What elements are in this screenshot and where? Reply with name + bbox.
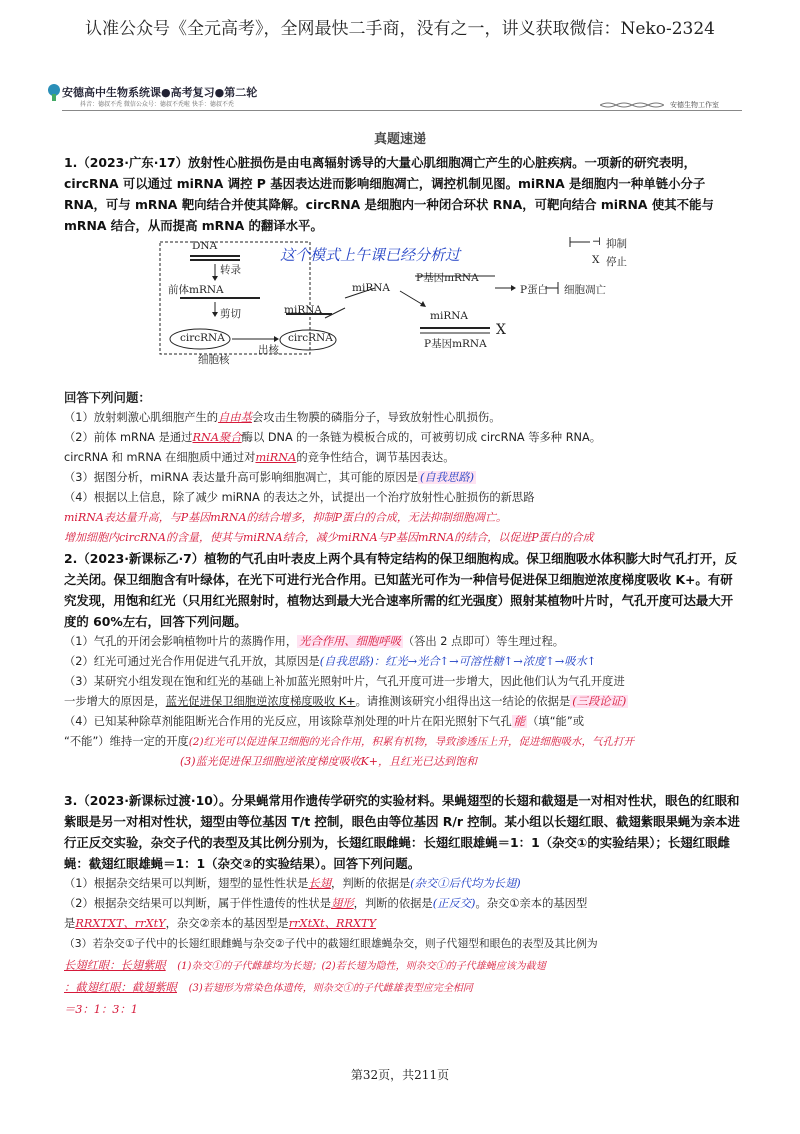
- q3-answer-row2: ：截翅红眼：截翅紫眼 (3)若翅形为常染色体遗传，则杂交①的子代雌雄表型应完全相同: [64, 981, 473, 994]
- section-title: 真题速递: [373, 132, 426, 147]
- q1-answer-4: 增加细胞内circRNA的含量，使其与miRNA结合，减少miRNA与P基因mRNA的结合，以促进P蛋白的合成: [64, 531, 594, 544]
- q2-stem: 2.（2023·新课标乙·7）植物的气孔由叶表皮上两个具有特定结构的保卫细胞构成。保卫细胞吸水体积膨大时气孔打开，反之关闭。保卫细胞含有叶绿体，在光下可进行光合作用。已知蓝光可作为一种信号促进保卫细胞逆浓度梯度吸收 K+。有研究发现，用饱和红光（只用红光照射时，植物达到最大光合速率所需的红光强度）照射某植物叶片时，气孔开度可达最大开度的 60%左右，回答下列问题。: [64, 551, 737, 629]
- q3-answer-ratio: ＝3：1：3：1: [64, 1003, 138, 1016]
- q2-part2: （2）红光可通过光合作用促进气孔开放，其原因是(自我思路)：红光→光合↑→可溶性糖↑→浓度↑→吸水↑: [64, 655, 597, 668]
- dna-decor-icon: [600, 101, 664, 109]
- q1-part2b: circRNA 和 mRNA 在细胞质中通过对miRNA的竞争性结合，调节基因表达。: [64, 451, 455, 464]
- q3-answer-row1: 长翅红眼：长翅紫眼 (1)杂交①的子代雌雄均为长翅；(2)若长翅为隐性，则杂交①的子代雄蝇应该为截翅: [64, 959, 546, 972]
- diag-p-protein: P蛋白: [520, 284, 549, 296]
- header-subtitle: 抖音：德叔不秃 微信公众号：德叔不秃啦 快手：德叔不秃: [80, 101, 234, 108]
- diag-dna: DNA: [192, 240, 218, 252]
- header-studio: 安德生物工作室: [670, 101, 719, 109]
- q1-stem: 1.（2023·广东·17）放射性心脏损伤是由电离辐射诱导的大量心肌细胞凋亡产生的心脏疾病。一项新的研究表明，circRNA 可以通过 miRNA 调控 P 基因表达进而影响细胞凋亡，调控机制见图。miRNA 是细胞内一种单链小分子 RNA，可与 mRNA 靶向结合并使其降解。circRNA 是细胞内一种闭合环状 RNA，可靶向结合 miRNA 使其不能与 mRNA 结合，从而提高 mRNA 的翻译水平。: [64, 155, 714, 233]
- q1-intro: 回答下列问题：: [64, 390, 151, 405]
- legend-inhibit: 抑制: [606, 238, 627, 250]
- diag-transcription: 转录: [220, 264, 241, 276]
- q3-part2b: 是RRXTXT、rrXtY，杂交②亲本的基因型是rrXtXt、RRXTY: [64, 917, 377, 930]
- header-title: 安德高中生物系统课●高考复习●第二轮: [62, 86, 258, 99]
- legend-stop: 停止: [606, 256, 627, 268]
- q1-part1: （1）放射刺激心肌细胞产生的自由基会攻击生物膜的磷脂分子，导致放射性心肌损伤。: [64, 411, 501, 424]
- top-banner: 认准公众号《全元高考》，全网最快二手商，没有之一，讲义获取微信：Neko-2324: [85, 19, 715, 39]
- q2-part3: （3）某研究小组发现在饱和红光的基础上补加蓝光照射叶片，气孔开度可进一步增大，因此他们认为气孔开度进: [64, 675, 625, 688]
- logo-icon: [46, 80, 62, 102]
- page-number: 第32页，共211页: [350, 1068, 450, 1082]
- diag-p-mrna: P基因mRNA: [416, 272, 479, 284]
- diag-mirna-circ: miRNA: [284, 304, 322, 316]
- q3-part1: （1）根据杂交结果可以判断，翅型的显性性状是长翅，判断的依据是(杂交①后代均为长翅): [64, 877, 521, 890]
- diag-circ1: circRNA: [180, 332, 225, 344]
- diag-apoptosis: 细胞凋亡: [564, 284, 606, 296]
- q1-part4: （4）根据以上信息，除了减少 miRNA 的表达之外，试提出一个治疗放射性心脏损伤的新思路: [64, 491, 535, 504]
- diag-mirna2: miRNA: [430, 310, 468, 322]
- diag-precursor: 前体mRNA: [168, 284, 224, 296]
- diag-mirna: miRNA: [352, 282, 390, 294]
- legend-stop-icon: X: [592, 254, 600, 266]
- q1-answer-3: miRNA表达量升高，与P基因mRNA的结合增多，抑制P蛋白的合成，无法抑制细胞凋亡。: [64, 511, 507, 524]
- q1-part2: （2）前体 mRNA 是通过RNA聚合酶以 DNA 的一条链为模板合成的，可被剪切成 circRNA 等多种 RNA。: [64, 431, 602, 444]
- diag-p-mrna2: P基因mRNA: [424, 338, 487, 350]
- q3-stem: 3.（2023·新课标过渡·10）。分果蝇常用作遗传学研究的实验材料。果蝇翅型的长翅和截翅是一对相对性状，眼色的红眼和紫眼是另一对相对性状，翅型由等位基因 T/t 控制，眼色由等位基因 R/r 控制。某小组以长翅红眼、截翅紫眼果蝇为亲本进行正反交实验，杂交子代的表型及其比例分别为，长翅红眼雌蝇：长翅红眼雄蝇＝1：1（杂交①的实验结果）；长翅红眼雌蝇：截翅红眼雄蝇＝1：1（杂交②的实验结果）。回答下列问题。: [64, 793, 740, 871]
- q2-part3b: 一步增大的原因是，蓝光促进保卫细胞逆浓度梯度吸收 K+。请推测该研究小组得出这一结论的依据是 (三段论证): [64, 695, 627, 708]
- q2-answer-3: (3)蓝光促进保卫细胞逆浓度梯度吸收K+，且红光已达到饱和: [180, 755, 478, 768]
- q2-part1: （1）气孔的开闭会影响植物叶片的蒸腾作用， 光合作用、细胞呼吸 （答出 2 点即可）等生理过程。: [64, 635, 565, 648]
- diag-nucleus: 细胞核: [198, 354, 230, 366]
- q3-part2: （2）根据杂交结果可以判断，属于伴性遗传的性状是翅形，判断的依据是(正反交)。杂交①亲本的基因型: [64, 897, 588, 910]
- header-divider: [62, 110, 742, 111]
- q3-part3: （3）若杂交①子代中的长翅红眼雌蝇与杂交②子代中的截翅红眼雄蝇杂交，则子代翅型和眼色的表型及其比例为: [64, 937, 598, 950]
- q2-part4: （4）已知某种除草剂能阻断光合作用的光反应，用该除草剂处理的叶片在阳光照射下气孔 能 （填“能”或: [64, 715, 584, 728]
- legend-inhibit-icon: ⊣: [592, 236, 602, 248]
- q1-handwritten-note: 这个模式上午课已经分析过: [280, 246, 461, 264]
- diag-splicing: 剪切: [220, 308, 241, 320]
- diag-exit: 出核: [258, 344, 279, 356]
- stop-mark-icon: X: [496, 322, 506, 338]
- q2-part4b: “不能”）维持一定的开度(2)红光可以促进保卫细胞的光合作用，积累有机物，导致渗透压上升，促进细胞吸水，气孔打开: [64, 735, 635, 748]
- q1-part3: （3）据图分析，miRNA 表达量升高可影响细胞凋亡，其可能的原因是 (自我思路): [64, 471, 474, 484]
- diag-circ2: circRNA: [288, 332, 333, 344]
